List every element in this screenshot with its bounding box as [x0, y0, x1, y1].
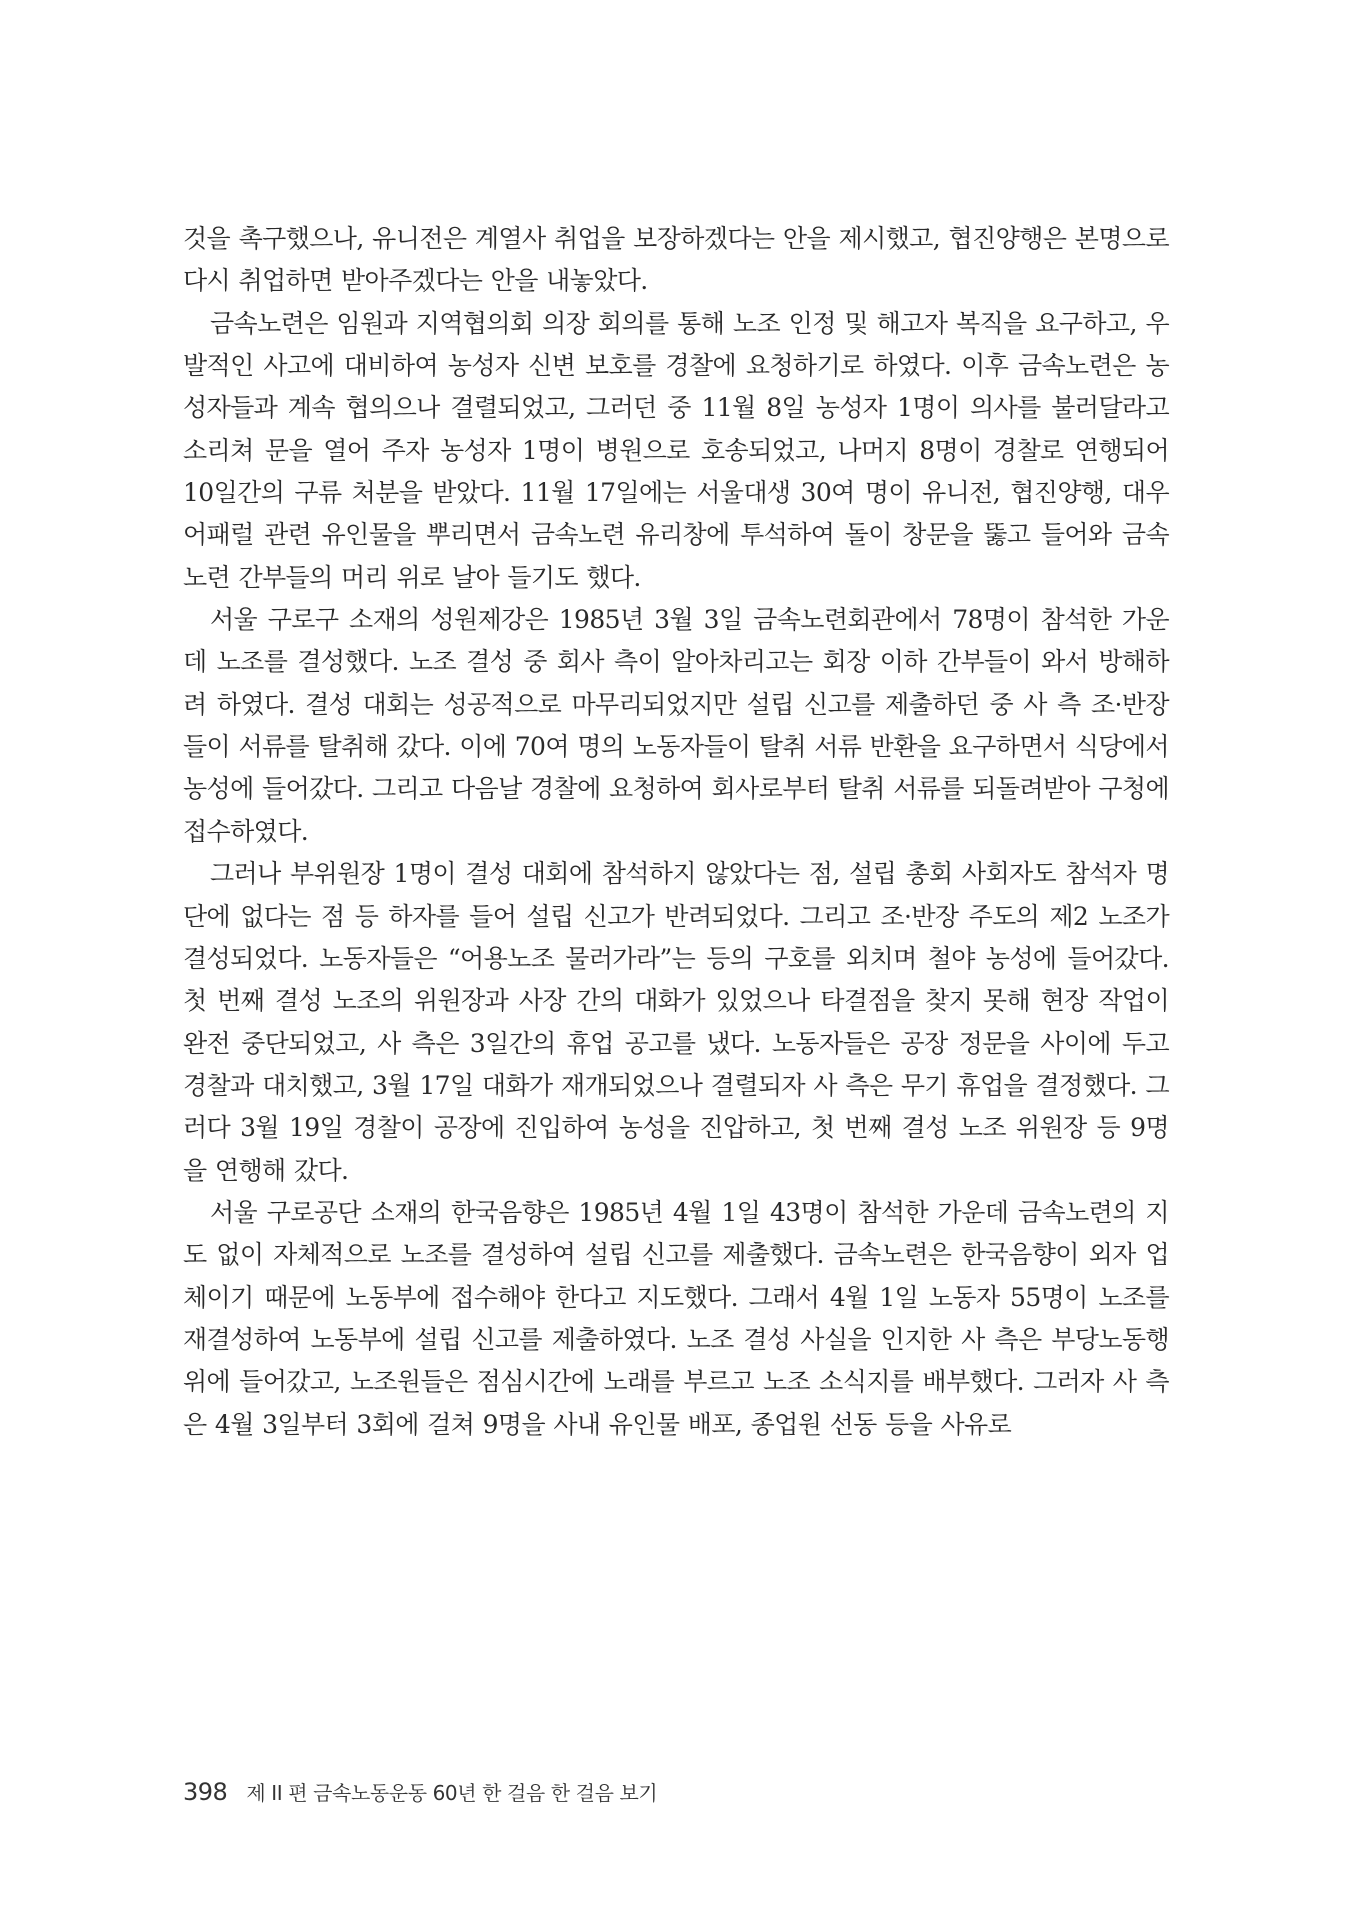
body-text [183, 218, 1169, 1446]
paragraph-hanguk-sound: 서울 구로공단 소재의 한국음향은 1985년 4월 1일 43명이 참석한 가운데 금속노련의 지도 없이 자체적으로 노조를 결성하여 설립 신고를 제출했다. 금속노련은 한국음향이 외자 업체이기 때문에 노동부에 접수해야 한다고 지도했다. 그래서 4월 1일 노동자 55명이 노조를 재결성하여 노동부에 설립 신고를 제출하였다. 노조 결성 사실을 인지한 사 측은 부당노동행위에 들어갔고, 노조원들은 점심시간에 노래를 부르고 노조 소식지를 배부했다. 그러자 사 측은 4월 3일부터 3회에 걸쳐 9명을 사내 유인물 배포, 종업원 선동 등을 사유로 [183, 1197, 1169, 1439]
page-number: 398 [183, 1778, 228, 1806]
running-title: 제 II 편 금속노동운동 60년 한 걸음 한 걸음 보기 [246, 1781, 658, 1805]
paragraph-metal-federation: 금속노련은 임원과 지역협의회 의장 회의를 통해 노조 인정 및 해고자 복직을 요구하고, 우발적인 사고에 대비하여 농성자 신변 보호를 경찰에 요청하기로 하였다. 이후 금속노련은 농성자들과 계속 협의으나 결렬되었고, 그러던 중 11월 8일 농성자 1명이 의사를 불러달라고 소리쳐 문을 열어 주자 농성자 1명이 병원으로 호송되었고, 나머지 8명이 경찰로 연행되어 10일간의 구류 처분을 받았다. 11월 17일에는 서울대생 30여 명이 유니전, 협진양행, 대우어패럴 관련 유인물을 뿌리면서 금속노련 유리창에 투석하여 돌이 창문을 뚫고 들어와 금속노련 간부들의 머리 위로 날아 들기도 했다. [183, 308, 1169, 592]
paragraph-seongwon-steel: 서울 구로구 소재의 성원제강은 1985년 3월 3일 금속노련회관에서 78명이 참석한 가운데 노조를 결성했다. 노조 결성 중 회사 측이 알아차리고는 회장 이하 간부들이 와서 방해하려 하였다. 결성 대회는 성공적으로 마무리되었지만 설립 신고를 제출하던 중 사 측 조·반장들이 서류를 탈취해 갔다. 이에 70여 명의 노동자들이 탈취 서류 반환을 요구하면서 식당에서 농성에 들어갔다. 그리고 다음날 경찰에 요청하여 회사로부터 탈취 서류를 되돌려받아 구청에 접수하였다. [183, 605, 1169, 846]
paragraph-second-union: 그러나 부위원장 1명이 결성 대회에 참석하지 않았다는 점, 설립 총회 사회자도 참석자 명단에 없다는 점 등 하자를 들어 설립 신고가 반려되었다. 그리고 조·반장 주도의 제2 노조가 결성되었다. 노동자들은 “어용노조 물러가라”는 등의 구호를 외치며 철야 농성에 들어갔다. 첫 번째 결성 노조의 위원장과 사장 간의 대화가 있었으나 타결점을 찾지 못해 현장 작업이 완전 중단되었고, 사 측은 3일간의 휴업 공고를 냈다. 노동자들은 공장 정문을 사이에 두고 경찰과 대치했고, 3월 17일 대화가 재개되었으나 결렬되자 사 측은 무기 휴업을 결정했다. 그러다 3월 19일 경찰이 공장에 진입하여 농성을 진압하고, 첫 번째 결성 노조 위원장 등 9명을 연행해 갔다. [183, 859, 1169, 1185]
paragraph-continued: 것을 촉구했으나, 유니전은 계열사 취업을 보장하겠다는 안을 제시했고, 협진양행은 본명으로 다시 취업하면 받아주겠다는 안을 내놓았다. [183, 224, 1169, 296]
page-footer [183, 1777, 1083, 1811]
